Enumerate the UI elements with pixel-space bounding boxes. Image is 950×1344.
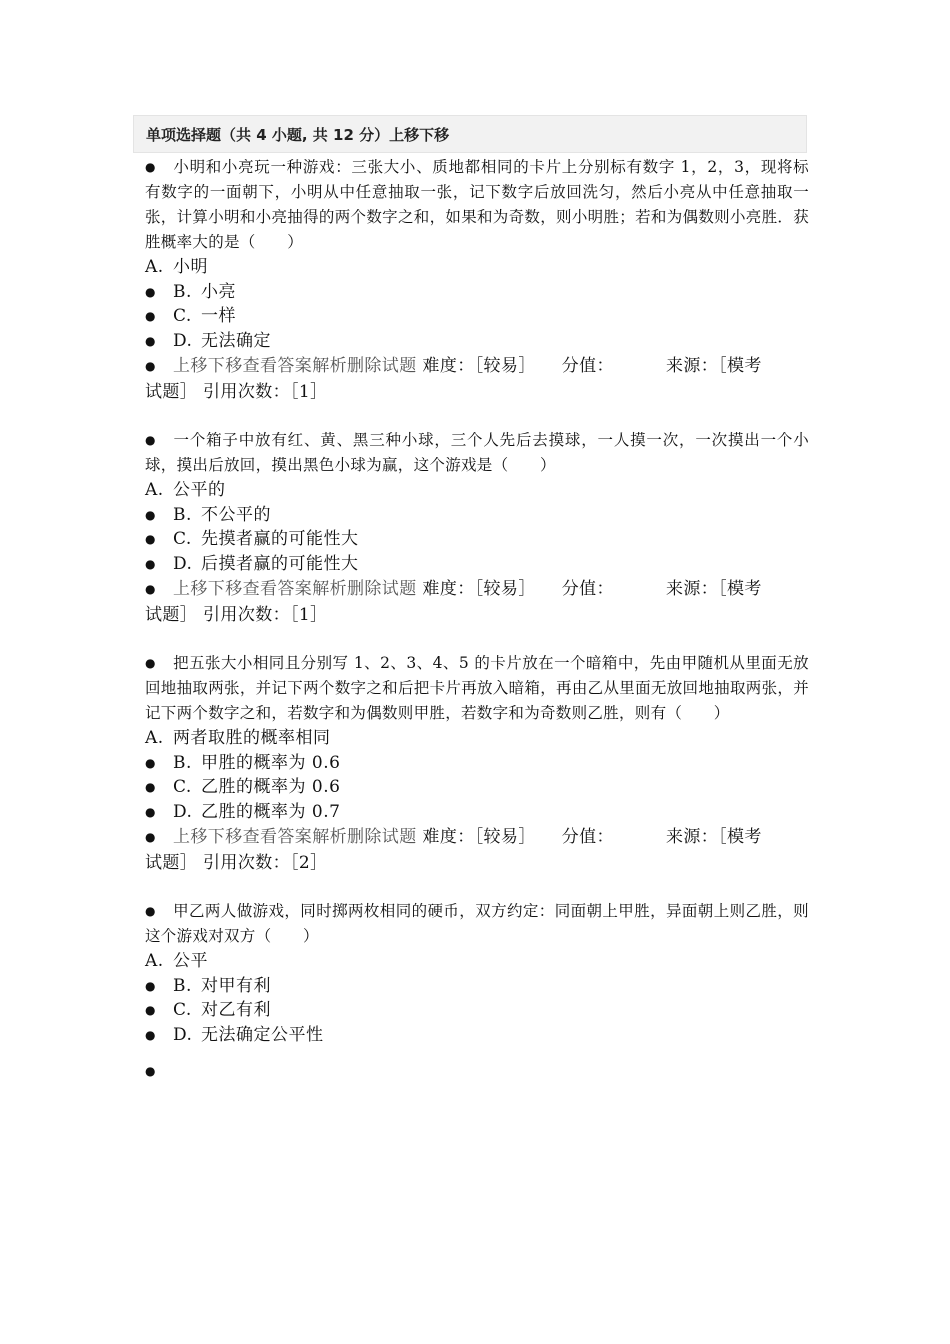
- bullet-icon: ●: [145, 433, 156, 447]
- bullet-icon: ●: [145, 1003, 156, 1017]
- section-title: 单项选择题（共 4 小题, 共 12 分）: [146, 125, 390, 144]
- bullet-icon: ●: [145, 333, 156, 348]
- section-header: [133, 115, 807, 153]
- question-4: [145, 899, 809, 1085]
- trailing-bullet: [145, 1059, 809, 1085]
- difficulty-label: 难度：［较易］: [422, 356, 536, 376]
- bullet-icon: ●: [145, 284, 156, 299]
- option-a[interactable]: A. 小明: [145, 257, 208, 277]
- difficulty-label: 难度：［较易］: [422, 827, 536, 847]
- question-3: [145, 651, 809, 876]
- citation-count: 引用次数：［1］: [203, 382, 328, 402]
- option-b[interactable]: ● B. 对甲有利: [145, 974, 809, 999]
- score-label: 分值：: [561, 356, 614, 376]
- bullet-icon: ●: [145, 532, 156, 546]
- section-move-link[interactable]: 上移下移: [389, 125, 450, 144]
- question-actions-link[interactable]: 上移下移查看答案解析删除试题: [173, 579, 417, 599]
- option-b[interactable]: ● B. 小亮: [145, 280, 809, 305]
- question-meta: ● 上移下移查看答案解析删除试题 难度：［较易］ 分值： 来源：［模考 试题］ 引用次数：［1］: [145, 576, 809, 628]
- bullet-icon: ●: [145, 507, 156, 522]
- question-actions-link[interactable]: 上移下移查看答案解析删除试题: [173, 356, 417, 376]
- citation-count: 引用次数：［2］: [203, 853, 328, 873]
- bullet-icon: ●: [145, 804, 156, 819]
- source-label: 来源：［模考: [665, 827, 762, 847]
- option-d[interactable]: ● D. 乙胜的概率为 0.7: [145, 800, 809, 825]
- question-stem: ● 把五张大小相同且分别写 1、2、3、4、5 的卡片放在一个暗箱中，先由甲随机从里面无放回地抽取两张，并记下两个数字之和后把卡片再放入暗箱，再由乙从里面无放回地抽取两张，并记下两个数字之和，若数字和为偶数则甲胜，若数字和为奇数则乙胜，则有（ ）: [145, 651, 809, 726]
- citation-count: 引用次数：［1］: [203, 605, 328, 625]
- question-meta: ● 上移下移查看答案解析删除试题 难度：［较易］ 分值： 来源：［模考 试题］ 引用次数：［2］: [145, 824, 809, 876]
- score-label: 分值：: [561, 827, 614, 847]
- bullet-icon: ●: [145, 1064, 156, 1078]
- bullet-icon: ●: [145, 160, 156, 174]
- difficulty-label: 难度：［较易］: [422, 579, 536, 599]
- option-c[interactable]: ● C. 一样: [145, 304, 809, 329]
- option-a[interactable]: A. 公平的: [145, 480, 226, 500]
- bullet-icon: ●: [145, 582, 156, 596]
- option-c[interactable]: ● C. 乙胜的概率为 0.6: [145, 775, 809, 800]
- option-a[interactable]: A. 两者取胜的概率相同: [145, 728, 331, 748]
- source-label: 来源：［模考: [665, 356, 762, 376]
- bullet-icon: ●: [145, 830, 156, 844]
- question-stem: ● 一个箱子中放有红、黄、黑三种小球，三个人先后去摸球，一人摸一次，一次摸出一个小球，摸出后放回，摸出黑色小球为赢，这个游戏是（ ）: [145, 428, 809, 478]
- option-b[interactable]: ● B. 甲胜的概率为 0.6: [145, 751, 809, 776]
- bullet-icon: ●: [145, 309, 156, 323]
- question-actions-link[interactable]: 上移下移查看答案解析删除试题: [173, 827, 417, 847]
- question-stem: ● 甲乙两人做游戏，同时掷两枚相同的硬币，双方约定：同面朝上甲胜，异面朝上则乙胜，则这个游戏对双方（ ）: [145, 899, 809, 949]
- bullet-icon: ●: [145, 780, 156, 794]
- option-d[interactable]: ● D. 无法确定: [145, 329, 809, 354]
- source-label: 来源：［模考: [665, 579, 762, 599]
- question-list: [145, 155, 809, 1097]
- bullet-icon: ●: [145, 904, 156, 918]
- option-c[interactable]: ● C. 对乙有利: [145, 998, 809, 1023]
- question-meta: ● 上移下移查看答案解析删除试题 难度：［较易］ 分值： 来源：［模考 试题］ 引用次数：［1］: [145, 353, 809, 405]
- bullet-icon: ●: [145, 755, 156, 770]
- option-d[interactable]: ● D. 无法确定公平性: [145, 1023, 809, 1048]
- option-a[interactable]: A. 公平: [145, 951, 208, 971]
- bullet-icon: ●: [145, 978, 156, 993]
- bullet-icon: ●: [145, 1027, 156, 1042]
- bullet-icon: ●: [145, 656, 156, 670]
- question-1: [145, 155, 809, 405]
- option-b[interactable]: ● B. 不公平的: [145, 503, 809, 528]
- question-stem: ● 小明和小亮玩一种游戏：三张大小、质地都相同的卡片上分别标有数字 1，2，3，现将标有数字的一面朝下，小明从中任意抽取一张，记下数字后放回洗匀，然后小亮从中任意抽取一张，计算小明和小亮抽得的两个数字之和，如果和为奇数，则小明胜；若和为偶数则小亮胜．获胜概率大的是（ ）: [145, 155, 809, 255]
- score-label: 分值：: [561, 579, 614, 599]
- option-c[interactable]: ● C. 先摸者赢的可能性大: [145, 527, 809, 552]
- bullet-icon: ●: [145, 359, 156, 373]
- bullet-icon: ●: [145, 556, 156, 571]
- option-d[interactable]: ● D. 后摸者赢的可能性大: [145, 552, 809, 577]
- question-2: [145, 428, 809, 628]
